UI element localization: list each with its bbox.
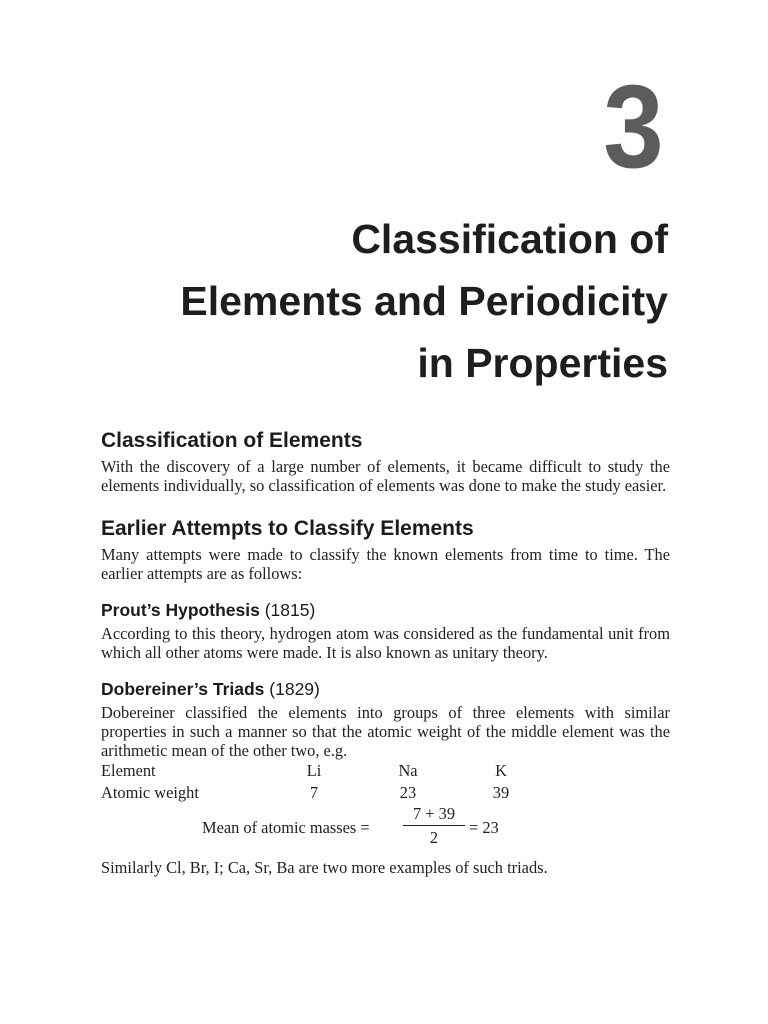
section-body-classification: With the discovery of a large number of elements, it became difficult to study the elements individually, so classification of elements was done to make the study easier.	[101, 457, 670, 495]
subsection-heading-dobereiner	[101, 677, 670, 701]
mean-result: = 23	[469, 818, 499, 837]
triad-table	[101, 760, 670, 804]
prout-heading-text: Prout’s Hypothesis	[101, 600, 260, 620]
section-heading-classification: Classification of Elements	[101, 429, 363, 452]
chapter-number: 3	[603, 61, 664, 193]
subsection-body-dobereiner: Dobereiner classified the elements into groups of three elements with similar properties in such a manner so that the atomic weight of the middle element was the arithmetic mean of the other two, e.g.	[101, 703, 670, 760]
mean-fraction	[403, 804, 465, 848]
triad-cell: 7	[309, 783, 319, 802]
mean-label: Mean of atomic masses =	[202, 818, 370, 837]
dobereiner-year: (1829)	[269, 679, 320, 699]
triad-cell: 23	[399, 783, 417, 802]
triad-cell: Li	[306, 761, 322, 780]
triad-cell: K	[495, 761, 507, 780]
triad-row-label: Atomic weight	[101, 783, 199, 802]
chapter-content	[101, 427, 670, 877]
dobereiner-heading-text: Dobereiner’s Triads	[101, 679, 265, 699]
chapter-title-line-1: Classification of	[351, 216, 668, 262]
chapter-title-line-3: in Properties	[417, 340, 668, 386]
mean-equation	[101, 804, 670, 850]
subsection-heading-prout	[101, 598, 670, 622]
fraction-bar	[403, 825, 465, 826]
fraction-denominator: 2	[429, 828, 439, 847]
triad-row-atomic-weight	[101, 782, 670, 804]
section-body-earlier-attempts: Many attempts were made to classify the known elements from time to time. The earlier attempts are as follows:	[101, 545, 670, 583]
chapter-title	[68, 208, 668, 394]
prout-year: (1815)	[264, 600, 316, 620]
chapter-title-line-2: Elements and Periodicity	[180, 278, 668, 324]
triad-cell: 39	[492, 783, 510, 802]
fraction-numerator: 7 + 39	[412, 804, 456, 823]
subsection-body-prout: According to this theory, hydrogen atom was considered as the fundamental unit from which all other atoms were made. It is also known as unitary theory.	[101, 624, 670, 662]
triads-closing-text: Similarly Cl, Br, I; Ca, Sr, Ba are two more examples of such triads.	[101, 858, 548, 877]
triad-cell: Na	[398, 761, 418, 780]
triad-row-element	[101, 760, 670, 782]
triad-row-label: Element	[101, 761, 156, 780]
section-heading-earlier-attempts: Earlier Attempts to Classify Elements	[101, 517, 474, 540]
